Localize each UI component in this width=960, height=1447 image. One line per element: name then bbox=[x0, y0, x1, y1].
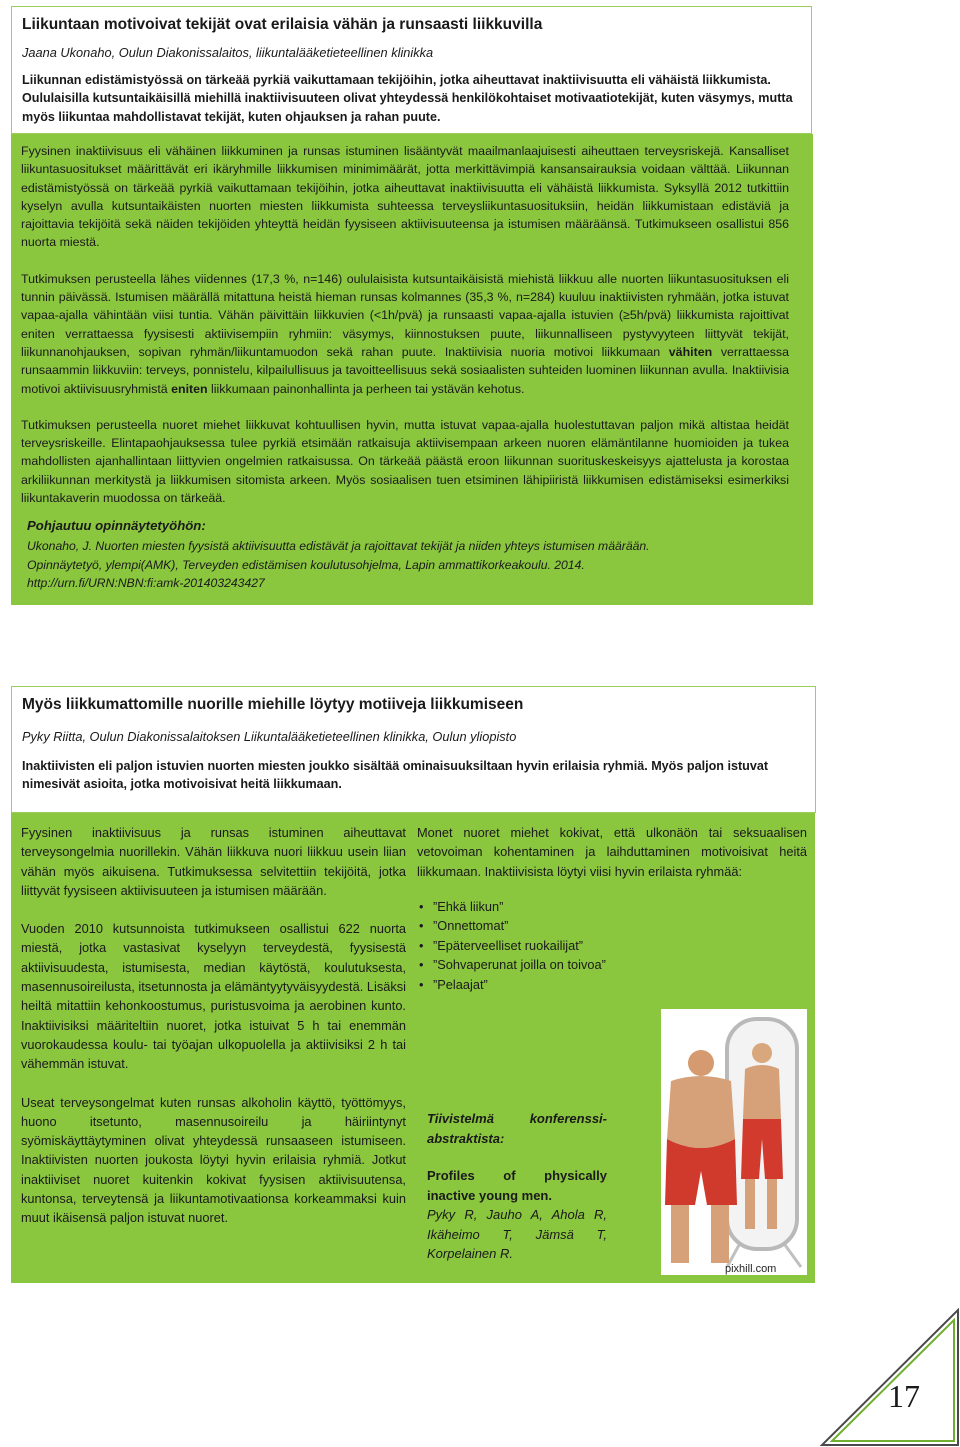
article1-p2-part-c: verrattaessa runsaammin liikkuviin: terveys, ponnistelu, kilpailullisuus ja tavoitteellisuus sekä sosiaalisten suhteiden luominen liikunnan avulla. Inaktiivisia motivoi aktiivisuusryhmistä bbox=[21, 344, 789, 396]
article1-p2-emphasis-least: vähiten bbox=[668, 344, 713, 359]
article2-left-paragraph-3: Useat terveysongelmat kuten runsas alkoholin käyttö, työttömyys, huono itsetunto, masennusoireilu ja häiriintynyt syömiskäyttäytyminen olivat yhteydessä runsaaseen istumiseen. Inaktiivisten nuorten joukosta löytyi hyvin erilaisia ryhmiä. Jotkut inaktiiviset nuoret kuitenkin kokivat fyysisen aktiivisuutensa, kuntonsa, terveytensä ja liikuntamotivaationsa korkeammaksi kuin muut ikäisensä paljon istuvat nuoret. bbox=[21, 1094, 406, 1226]
article2-title: Myös liikkumattomille nuorille miehille löytyy motiiveja liikkumiseen bbox=[22, 696, 524, 713]
article1-reference-heading: Pohjautuu opinnäytetyöhön: bbox=[27, 518, 206, 534]
article1-p2-part-e: liikkumaan painonhallinta ja perheen tai ystävän kehotus. bbox=[207, 381, 525, 396]
man-in-mirror-illustration bbox=[661, 1009, 807, 1275]
article1-p2-emphasis-most: eniten bbox=[171, 381, 208, 396]
list-item: • ”Pelaajat” bbox=[417, 975, 807, 995]
article1-paragraph-1: Fyysinen inaktiivisuus eli vähäinen liikkuminen ja runsas istuminen lisääntyvät maailmanlaajuisesti aiheuttaen terveysriskejä. Kansalliset liikuntasuositukset määrittävät eri ikäryhmille liikkumisen minimimäärät, jotta merkittävimpiä kansansairauksia voidaan välttää. Liikunnan edistämistyössä on tärkeää pyrkiä vaikuttamaan tekijöihin, jotka aiheuttavat inaktiivisuutta eli vähäistä liikkumista. Syksyllä 2012 tutkittiin kyselyn avulla kutsuntaikäisten nuorten miesten liikkumista suhteessa terveysliikuntasuosituksiin, heidän liikkumistaan edistäviä ja rajoittavia tekijöitä sekä näiden tekijöiden yhteyttä heidän fyysiseen aktiivisuuteensa ja istumisen määräänsä. Tutkimukseen osallistui 856 nuorta miestä. bbox=[21, 144, 789, 250]
article1-body bbox=[11, 134, 813, 605]
inactive-groups-list bbox=[417, 897, 807, 995]
article2-body bbox=[11, 813, 815, 1283]
article1-p2-part-a: Tutkimuksen perusteella lähes viidennes (17,3 %, n=146) oululaisista kutsuntaikäisistä miehistä liikkuu alle nuorten liikuntasuosituksen eli tunnin päivässä. Istumisen määrällä mitattuna heistä hieman runsas kolmannes (35,3 %, n=284) kuuluu inaktiivisten ryhmään, jotka istuvat vapaa-ajalla vähintään viisi tuntia. Vähän päivittäin liikkuvien (<1h/pvä) ja runsaasti vapaa-ajalla istuvien (≥5h/pvä) liikkumista rajoittivat eniten verrattaessa fyysisesti aktiivisempiin ryhmiin: väsymys, kiinnostuksen puute, liikunnalliseen pystyvyyteen liittyvät tekijät, liikunnanohjauksen, sopivan ryhmän/liikuntamuodon sekä rahan puute. Inaktiivisia nuoria motivoi liikkumaan bbox=[21, 271, 789, 359]
summary-authors: Pyky R, Jauho A, Ahola R, Ikäheimo T, Jämsä T, Korpelainen R. bbox=[427, 1207, 607, 1261]
list-item: • ”Sohvaperunat joilla on toivoa” bbox=[417, 955, 807, 975]
article1-reference-line-2: Opinnäytetyö, ylempi(AMK), Terveyden edistämisen koulutusohjelma, Lapin ammattikorkeakoulu. 2014. bbox=[27, 557, 585, 572]
conference-summary bbox=[427, 1109, 607, 1264]
article1-header bbox=[11, 6, 812, 134]
list-item: • ”Ehkä liikun” bbox=[417, 897, 807, 917]
article2-left-paragraph-1: Fyysinen inaktiivisuus ja runsas istuminen aiheuttavat terveysongelmia nuorillekin. Vähän liikkuva nuori liikkuu usein liian vähän myös aikuisena. Tutkimuksessa selvitettiin tekijöitä, jotka liittyvät fyysiseen aktiivisuuteen ja istumisen määrään. bbox=[21, 825, 406, 898]
article1-authors: Jaana Ukonaho, Oulun Diakonissalaitos, liikuntalääketieteellinen klinikka bbox=[22, 45, 434, 60]
article2-header bbox=[11, 686, 816, 813]
article1-lead: Liikunnan edistämistyössä on tärkeää pyrkiä vaikuttamaan tekijöihin, jotka aiheuttavat inaktiivisuutta eli vähäistä liikkumista. Oululaisilla kutsuntaikäisillä miehillä inaktiivisuuteen olivat yhteydessä henkilökohtaiset motivaatiotekijät, kuten väsymys, mutta myös liikuntaa mahdollistavat tekijät, kuten ohjauksen ja rahan puute. bbox=[22, 73, 793, 124]
article2-left-column bbox=[21, 823, 406, 1228]
image-credit: pixhill.com bbox=[725, 1263, 777, 1275]
article1-reference-line-1: Ukonaho, J. Nuorten miesten fyysistä aktiivisuutta edistävät ja rajoittavat tekijät ja niiden yhteys istumisen määrään. bbox=[27, 539, 650, 554]
list-item: • ”Epäterveelliset ruokailijat” bbox=[417, 936, 807, 956]
article1-reference-url: http://urn.fi/URN:NBN:fi:amk-201403243427 bbox=[27, 575, 265, 590]
article2-authors: Pyky Riitta, Oulun Diakonissalaitoksen Liikuntalääketieteellinen klinikka, Oulun yliopisto bbox=[22, 729, 517, 744]
summary-title: Profiles of physically inactive young men. bbox=[427, 1168, 607, 1203]
article1-paragraph-3: Tutkimuksen perusteella nuoret miehet liikkuvat kohtuullisen hyvin, mutta istuvat vapaa-ajalla huolestuttavan paljon mikä altistaa heidät terveysriskeille. Elintapaohjauksessa tulee pyrkiä etsimään ratkaisuja aktiivisempaan arkeen nuoren elämäntilanne huomioiden ja tukea mahdollisten ajanhallintaan liittyvien ongelmien ratkaisussa. On tärkeää päästä eroon liikunnan suorituskeskeisyys ajattelusta ja korostaa arkiliikunnan merkitystä ja liikkumisen sitomista arkeen. Myös sosiaalisen tuen etsiminen lähipiiristä liikkumisen edistämiseksi esimerkiksi liikuntakaverin muodossa on tärkeää. bbox=[21, 417, 789, 506]
article2-right-paragraph-1: Monet nuoret miehet kokivat, että ulkonäön tai seksuaalisen vetovoiman kohentaminen ja laihduttaminen motivoisivat heitä liikkumaan. Inaktiivisista löytyi viisi hyvin erilaista ryhmää: bbox=[417, 825, 807, 879]
list-item: • ”Onnettomat” bbox=[417, 916, 807, 936]
article1-title: Liikuntaan motivoivat tekijät ovat erilaisia vähän ja runsaasti liikkuvilla bbox=[22, 16, 543, 33]
article2-left-paragraph-2: Vuoden 2010 kutsunnoista tutkimukseen osallistui 622 nuorta miestä, jotka vastasivat kyselyyn terveydestä, fyysisestä aktiivisuudesta, istumisesta, median käytöstä, koulutuksesta, masennusoireilusta, itsetunnosta ja elämäntyytyväisyydestä. Lisäksi heiltä mitattiin kehonkoostumus, puristusvoima ja aerobinen kunto. Inaktiivisiksi määriteltiin nuoret, jotka istuivat 5 h tai enemmän vuorokaudessa koulu- tai työajan ulkopuolella ja aktiivisiksi 2 h tai vähemmän istuvat. bbox=[21, 921, 406, 1072]
article2-right-column bbox=[417, 823, 807, 1275]
page-number: 17 bbox=[888, 1378, 920, 1414]
summary-heading: Tiivistelmä konferenssi-abstraktista: bbox=[427, 1111, 607, 1146]
article1-paragraph-2 bbox=[21, 270, 789, 398]
article2-lead: Inaktiivisten eli paljon istuvien nuorten miesten joukko sisältää ominaisuuksiltaan hyvin erilaisia ryhmiä. Myös paljon istuvat nimesivät asioita, jotka motivoisivat heitä liikkumaan. bbox=[22, 759, 769, 792]
